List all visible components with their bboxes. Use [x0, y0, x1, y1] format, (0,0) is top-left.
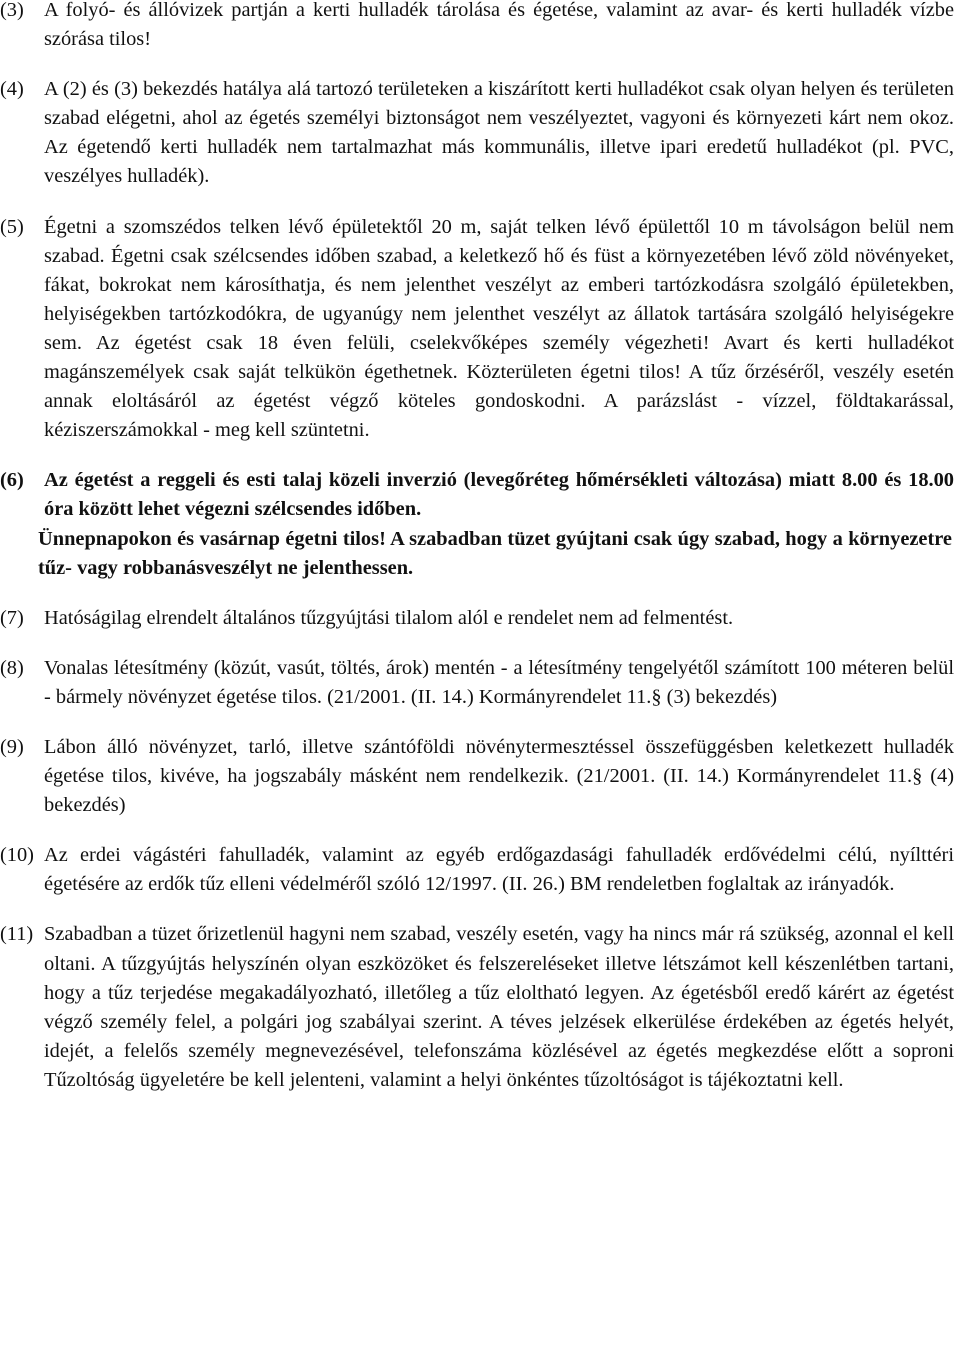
paragraph-number: (11)	[0, 923, 34, 946]
paragraph-number: (4)	[0, 78, 24, 101]
paragraph-number: (10)	[0, 844, 34, 867]
paragraph-number: (8)	[0, 656, 24, 679]
paragraph-number: (6)	[0, 469, 24, 492]
paragraph-number: (9)	[0, 735, 24, 758]
paragraph-text: Hatóságilag elrendelt általános tűzgyújtási tilalom alól e rendelet nem ad felmentést.	[44, 606, 734, 629]
paragraph-text: Az égetést a reggeli és esti talaj közeli inverzió (levegőréteg hőmérsékleti változása) miatt 8.00 és 18.00 óra között lehet végezni szélcsendes időben.	[44, 469, 954, 521]
paragraph-text: Lábon álló növényzet, tarló, illetve szántóföldi növénytermesztéssel összefüggésben keletkezett hulladék égetése tilos, kivéve, ha jogszabály másként nem rendelkezik. (21/2001. (II. 14.) Kormányrendelet 11.§ (4) bekezdés)	[44, 735, 954, 817]
paragraph-9	[0, 733, 960, 820]
paragraph-number: (5)	[0, 215, 24, 238]
paragraph-text: Az erdei vágástéri fahulladék, valamint az egyéb erdőgazdasági fahulladék erdővédelmi célú, nyílttéri égetésére az erdők tűz elleni védelméről szóló 12/1997. (II. 26.) BM rendeletben foglaltak az irányadók.	[44, 844, 954, 896]
paragraph-text: Szabadban a tüzet őrizetlenül hagyni nem szabad, veszély esetén, vagy ha nincs már rá szükség, azonnal el kell oltani. A tűzgyújtás helyszínén olyan eszközöket és felszereléseket illetve létszámot kell készenlétben tartani, hogy a tűz terjedése megakadályozható, illetőleg a tűz eloltható legyen. Az égetésből eredő kárért az égetést végző személy felel, a polgári jog szabályai szerint. A téves jelzések elkerülése érdekében az égetés helyét, idejét, a felelős személy megnevezésével, telefonszáma közlésével az égetés megkezdése előtt a soproni Tűzoltóság ügyeletére be kell jelenteni, valamint a helyi önkéntes tűzoltóságot is tájékoztatni kell.	[44, 923, 954, 1091]
paragraph-11	[0, 920, 960, 1095]
paragraph-number: (3)	[0, 0, 24, 21]
paragraph-6-warning: Ünnepnapokon és vasárnap égetni tilos! A szabadban tüzet gyújtani csak úgy szabad, hogy a környezetre tűz- vagy robbanásveszélyt ne jelenthessen.	[38, 527, 952, 579]
paragraph-text: Vonalas létesítmény (közút, vasút, töltés, árok) mentén - a létesítmény tengelyétől számított 100 méteren belül - bármely növényzet égetése tilos. (21/2001. (II. 14.) Kormányrendelet 11.§ (3) bekezdés)	[44, 656, 954, 708]
paragraph-7	[0, 604, 960, 633]
paragraph-text: A folyó- és állóvizek partján a kerti hulladék tárolása és égetése, valamint az avar- és kerti hulladék vízbe szórása tilos!	[44, 0, 954, 51]
paragraph-6	[0, 466, 960, 524]
paragraph-5	[0, 213, 960, 446]
paragraph-10	[0, 841, 960, 899]
paragraph-4	[0, 75, 960, 191]
paragraph-8	[0, 654, 960, 712]
paragraph-3	[0, 0, 960, 54]
paragraph-text: A (2) és (3) bekezdés hatálya alá tartozó területeken a kiszárított kerti hulladékot csak olyan helyen és területen szabad elégetni, ahol az égetés személyi biztonságot nem veszélyeztet, vagyoni és környezeti kárt nem okoz. Az égetendő kerti hulladék nem tartalmazhat más kommunális, illetve ipari eredetű hulladékot (pl. PVC, veszélyes hulladék).	[44, 78, 954, 188]
paragraph-number: (7)	[0, 606, 24, 629]
paragraph-text: Égetni a szomszédos telken lévő épületektől 20 m, saját telken lévő épülettől 10 m távolságon belül nem szabad. Égetni csak szélcsendes időben szabad, a keletkező hő és füst a környezetében lévő zöld növényeket, fákat, bokrokat nem károsíthatja, és nem jelenthet veszélyt az emberi tartózkodásra szolgáló épületekben, helyiségekben tartózkodókra, de ugyanúgy nem jelenthet veszélyt az állatok tartására szolgáló helyiségekre sem. Az égetést csak 18 éven felüli, cselekvőképes személy végezheti! Avart és kerti hulladékot magánszemélyek csak saját telkükön égethetnek. Közterületen égetni tilos! A tűz őrzéséről, veszély esetén annak eloltásáról az égetést végző köteles gondoskodni. A parázslást - vízzel, földtakarással, kéziszerszámokkal - meg kell szüntetni.	[44, 215, 954, 442]
